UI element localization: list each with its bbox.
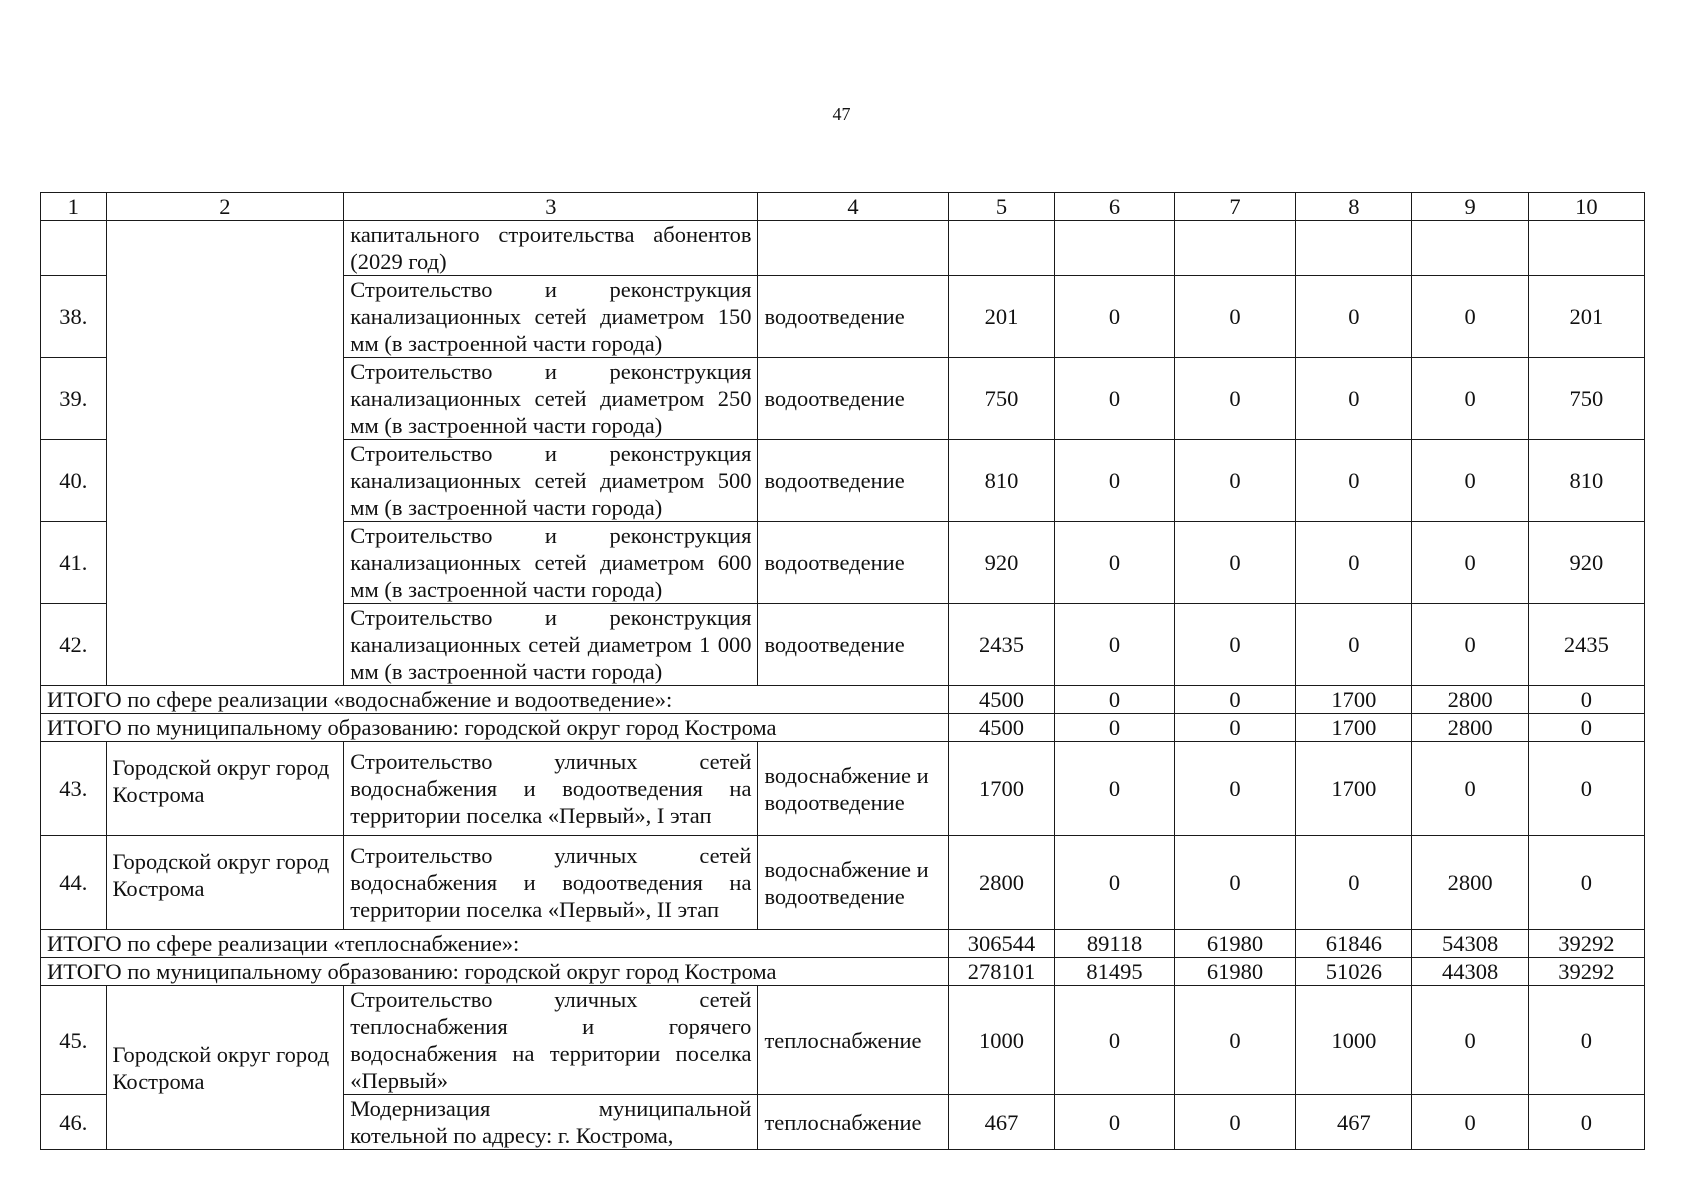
- value-cell: [948, 221, 1055, 276]
- value-cell: 306544: [948, 930, 1055, 958]
- value-cell: 0: [1412, 1095, 1528, 1150]
- row-number-cell: 44.: [41, 836, 107, 930]
- value-cell: 61846: [1296, 930, 1412, 958]
- table-row: [41, 742, 1645, 836]
- total-row: [41, 686, 1645, 714]
- value-cell: 0: [1174, 440, 1296, 522]
- row-number-cell: 41.: [41, 522, 107, 604]
- value-cell: 1700: [1296, 686, 1412, 714]
- total-label: ИТОГО по муниципальному образованию: городской округ город Кострома: [41, 714, 949, 742]
- value-cell: 0: [1174, 836, 1296, 930]
- value-cell: 810: [948, 440, 1055, 522]
- total-label: ИТОГО по муниципальному образованию: городской округ город Кострома: [41, 958, 949, 986]
- table-row: [41, 221, 1645, 276]
- value-cell: 0: [1055, 714, 1174, 742]
- value-cell: 4500: [948, 714, 1055, 742]
- description-cell: Строительство и реконструкция канализационных сетей диаметром 500 мм (в застроенной части города): [344, 440, 758, 522]
- row-number-cell: 40.: [41, 440, 107, 522]
- value-cell: 0: [1055, 604, 1174, 686]
- header-cell: 10: [1528, 193, 1644, 221]
- total-label: ИТОГО по сфере реализации «теплоснабжение»:: [41, 930, 949, 958]
- value-cell: 89118: [1055, 930, 1174, 958]
- value-cell: 0: [1174, 358, 1296, 440]
- value-cell: 1700: [1296, 742, 1412, 836]
- value-cell: 0: [1055, 986, 1174, 1095]
- value-cell: 0: [1412, 604, 1528, 686]
- table-row: [41, 986, 1645, 1095]
- description-cell: капитального строительства абонентов (2029 год): [344, 221, 758, 276]
- value-cell: 0: [1412, 742, 1528, 836]
- value-cell: 1700: [948, 742, 1055, 836]
- header-cell: 7: [1174, 193, 1296, 221]
- value-cell: 0: [1174, 714, 1296, 742]
- row-number-cell: 43.: [41, 742, 107, 836]
- row-number-cell: 42.: [41, 604, 107, 686]
- value-cell: 0: [1528, 742, 1644, 836]
- description-cell: Строительство и реконструкция канализационных сетей диаметром 250 мм (в застроенной части города): [344, 358, 758, 440]
- value-cell: 2435: [948, 604, 1055, 686]
- value-cell: 0: [1296, 522, 1412, 604]
- value-cell: 0: [1296, 440, 1412, 522]
- value-cell: 2435: [1528, 604, 1644, 686]
- value-cell: 201: [1528, 276, 1644, 358]
- value-cell: 467: [1296, 1095, 1412, 1150]
- value-cell: 0: [1174, 686, 1296, 714]
- value-cell: 0: [1528, 986, 1644, 1095]
- value-cell: 1700: [1296, 714, 1412, 742]
- total-label: ИТОГО по сфере реализации «водоснабжение и водоотведение»:: [41, 686, 949, 714]
- value-cell: 0: [1412, 986, 1528, 1095]
- sphere-cell: теплоснабжение: [758, 1095, 948, 1150]
- value-cell: 0: [1174, 276, 1296, 358]
- header-row: [41, 193, 1645, 221]
- value-cell: 0: [1296, 604, 1412, 686]
- municipality-cell: Городской округ город Кострома: [106, 836, 344, 930]
- value-cell: 920: [948, 522, 1055, 604]
- value-cell: 0: [1174, 986, 1296, 1095]
- value-cell: 201: [948, 276, 1055, 358]
- description-cell: Модернизация муниципальной котельной по адресу: г. Кострома,: [344, 1095, 758, 1150]
- value-cell: 2800: [948, 836, 1055, 930]
- value-cell: 0: [1528, 686, 1644, 714]
- sphere-cell: [758, 221, 948, 276]
- value-cell: 0: [1528, 1095, 1644, 1150]
- investment-table: [40, 192, 1645, 1150]
- header-cell: 6: [1055, 193, 1174, 221]
- description-cell: Строительство уличных сетей водоснабжения и водоотведения на территории поселка «Первый», I этап: [344, 742, 758, 836]
- value-cell: 0: [1296, 836, 1412, 930]
- value-cell: [1174, 221, 1296, 276]
- value-cell: 810: [1528, 440, 1644, 522]
- header-cell: 2: [106, 193, 344, 221]
- municipality-cell: Городской округ город Кострома: [106, 986, 344, 1150]
- value-cell: [1055, 221, 1174, 276]
- value-cell: 2800: [1412, 836, 1528, 930]
- value-cell: 0: [1412, 358, 1528, 440]
- sphere-cell: теплоснабжение: [758, 986, 948, 1095]
- value-cell: [1296, 221, 1412, 276]
- value-cell: 750: [1528, 358, 1644, 440]
- value-cell: 0: [1055, 276, 1174, 358]
- description-cell: Строительство уличных сетей водоснабжения и водоотведения на территории поселка «Первый», II этап: [344, 836, 758, 930]
- description-cell: Строительство и реконструкция канализационных сетей диаметром 150 мм (в застроенной части города): [344, 276, 758, 358]
- sphere-cell: водоотведение: [758, 522, 948, 604]
- value-cell: 0: [1174, 1095, 1296, 1150]
- value-cell: 1000: [948, 986, 1055, 1095]
- value-cell: 39292: [1528, 958, 1644, 986]
- row-number-cell: 45.: [41, 986, 107, 1095]
- sphere-cell: водоотведение: [758, 440, 948, 522]
- sphere-cell: водоотведение: [758, 276, 948, 358]
- value-cell: 0: [1055, 836, 1174, 930]
- value-cell: 0: [1412, 522, 1528, 604]
- sphere-cell: водоотведение: [758, 358, 948, 440]
- value-cell: 0: [1528, 714, 1644, 742]
- value-cell: 920: [1528, 522, 1644, 604]
- value-cell: 1000: [1296, 986, 1412, 1095]
- header-cell: 5: [948, 193, 1055, 221]
- row-number-cell: 38.: [41, 276, 107, 358]
- row-number-cell: [41, 221, 107, 276]
- value-cell: 0: [1055, 1095, 1174, 1150]
- row-number-cell: 39.: [41, 358, 107, 440]
- value-cell: 54308: [1412, 930, 1528, 958]
- value-cell: 0: [1055, 440, 1174, 522]
- row-number-cell: 46.: [41, 1095, 107, 1150]
- municipality-cell: Городской округ город Кострома: [106, 742, 344, 836]
- value-cell: 0: [1528, 836, 1644, 930]
- value-cell: 0: [1296, 276, 1412, 358]
- municipality-cell: [106, 221, 344, 686]
- sphere-cell: водоотведение: [758, 604, 948, 686]
- value-cell: 61980: [1174, 958, 1296, 986]
- value-cell: 0: [1055, 686, 1174, 714]
- header-cell: 1: [41, 193, 107, 221]
- value-cell: 0: [1296, 358, 1412, 440]
- value-cell: 0: [1412, 440, 1528, 522]
- value-cell: 44308: [1412, 958, 1528, 986]
- value-cell: 81495: [1055, 958, 1174, 986]
- header-cell: 3: [344, 193, 758, 221]
- value-cell: [1528, 221, 1644, 276]
- description-cell: Строительство и реконструкция канализационных сетей диаметром 1 000 мм (в застроенной части города): [344, 604, 758, 686]
- value-cell: 61980: [1174, 930, 1296, 958]
- header-cell: 4: [758, 193, 948, 221]
- description-cell: Строительство уличных сетей теплоснабжения и горячего водоснабжения на территории поселка «Первый»: [344, 986, 758, 1095]
- description-cell: Строительство и реконструкция канализационных сетей диаметром 600 мм (в застроенной части города): [344, 522, 758, 604]
- value-cell: 0: [1055, 358, 1174, 440]
- header-cell: 8: [1296, 193, 1412, 221]
- value-cell: 0: [1055, 522, 1174, 604]
- value-cell: 0: [1055, 742, 1174, 836]
- value-cell: 39292: [1528, 930, 1644, 958]
- header-cell: 9: [1412, 193, 1528, 221]
- value-cell: 2800: [1412, 686, 1528, 714]
- total-row: [41, 714, 1645, 742]
- value-cell: 278101: [948, 958, 1055, 986]
- sphere-cell: водоснабжение и водоотведение: [758, 742, 948, 836]
- value-cell: 4500: [948, 686, 1055, 714]
- value-cell: 2800: [1412, 714, 1528, 742]
- value-cell: 51026: [1296, 958, 1412, 986]
- sphere-cell: водоснабжение и водоотведение: [758, 836, 948, 930]
- total-row: [41, 930, 1645, 958]
- value-cell: [1412, 221, 1528, 276]
- value-cell: 467: [948, 1095, 1055, 1150]
- value-cell: 0: [1174, 604, 1296, 686]
- page-number: 47: [832, 104, 851, 124]
- value-cell: 0: [1412, 276, 1528, 358]
- table-row: [41, 836, 1645, 930]
- value-cell: 0: [1174, 742, 1296, 836]
- value-cell: 0: [1174, 522, 1296, 604]
- value-cell: 750: [948, 358, 1055, 440]
- total-row: [41, 958, 1645, 986]
